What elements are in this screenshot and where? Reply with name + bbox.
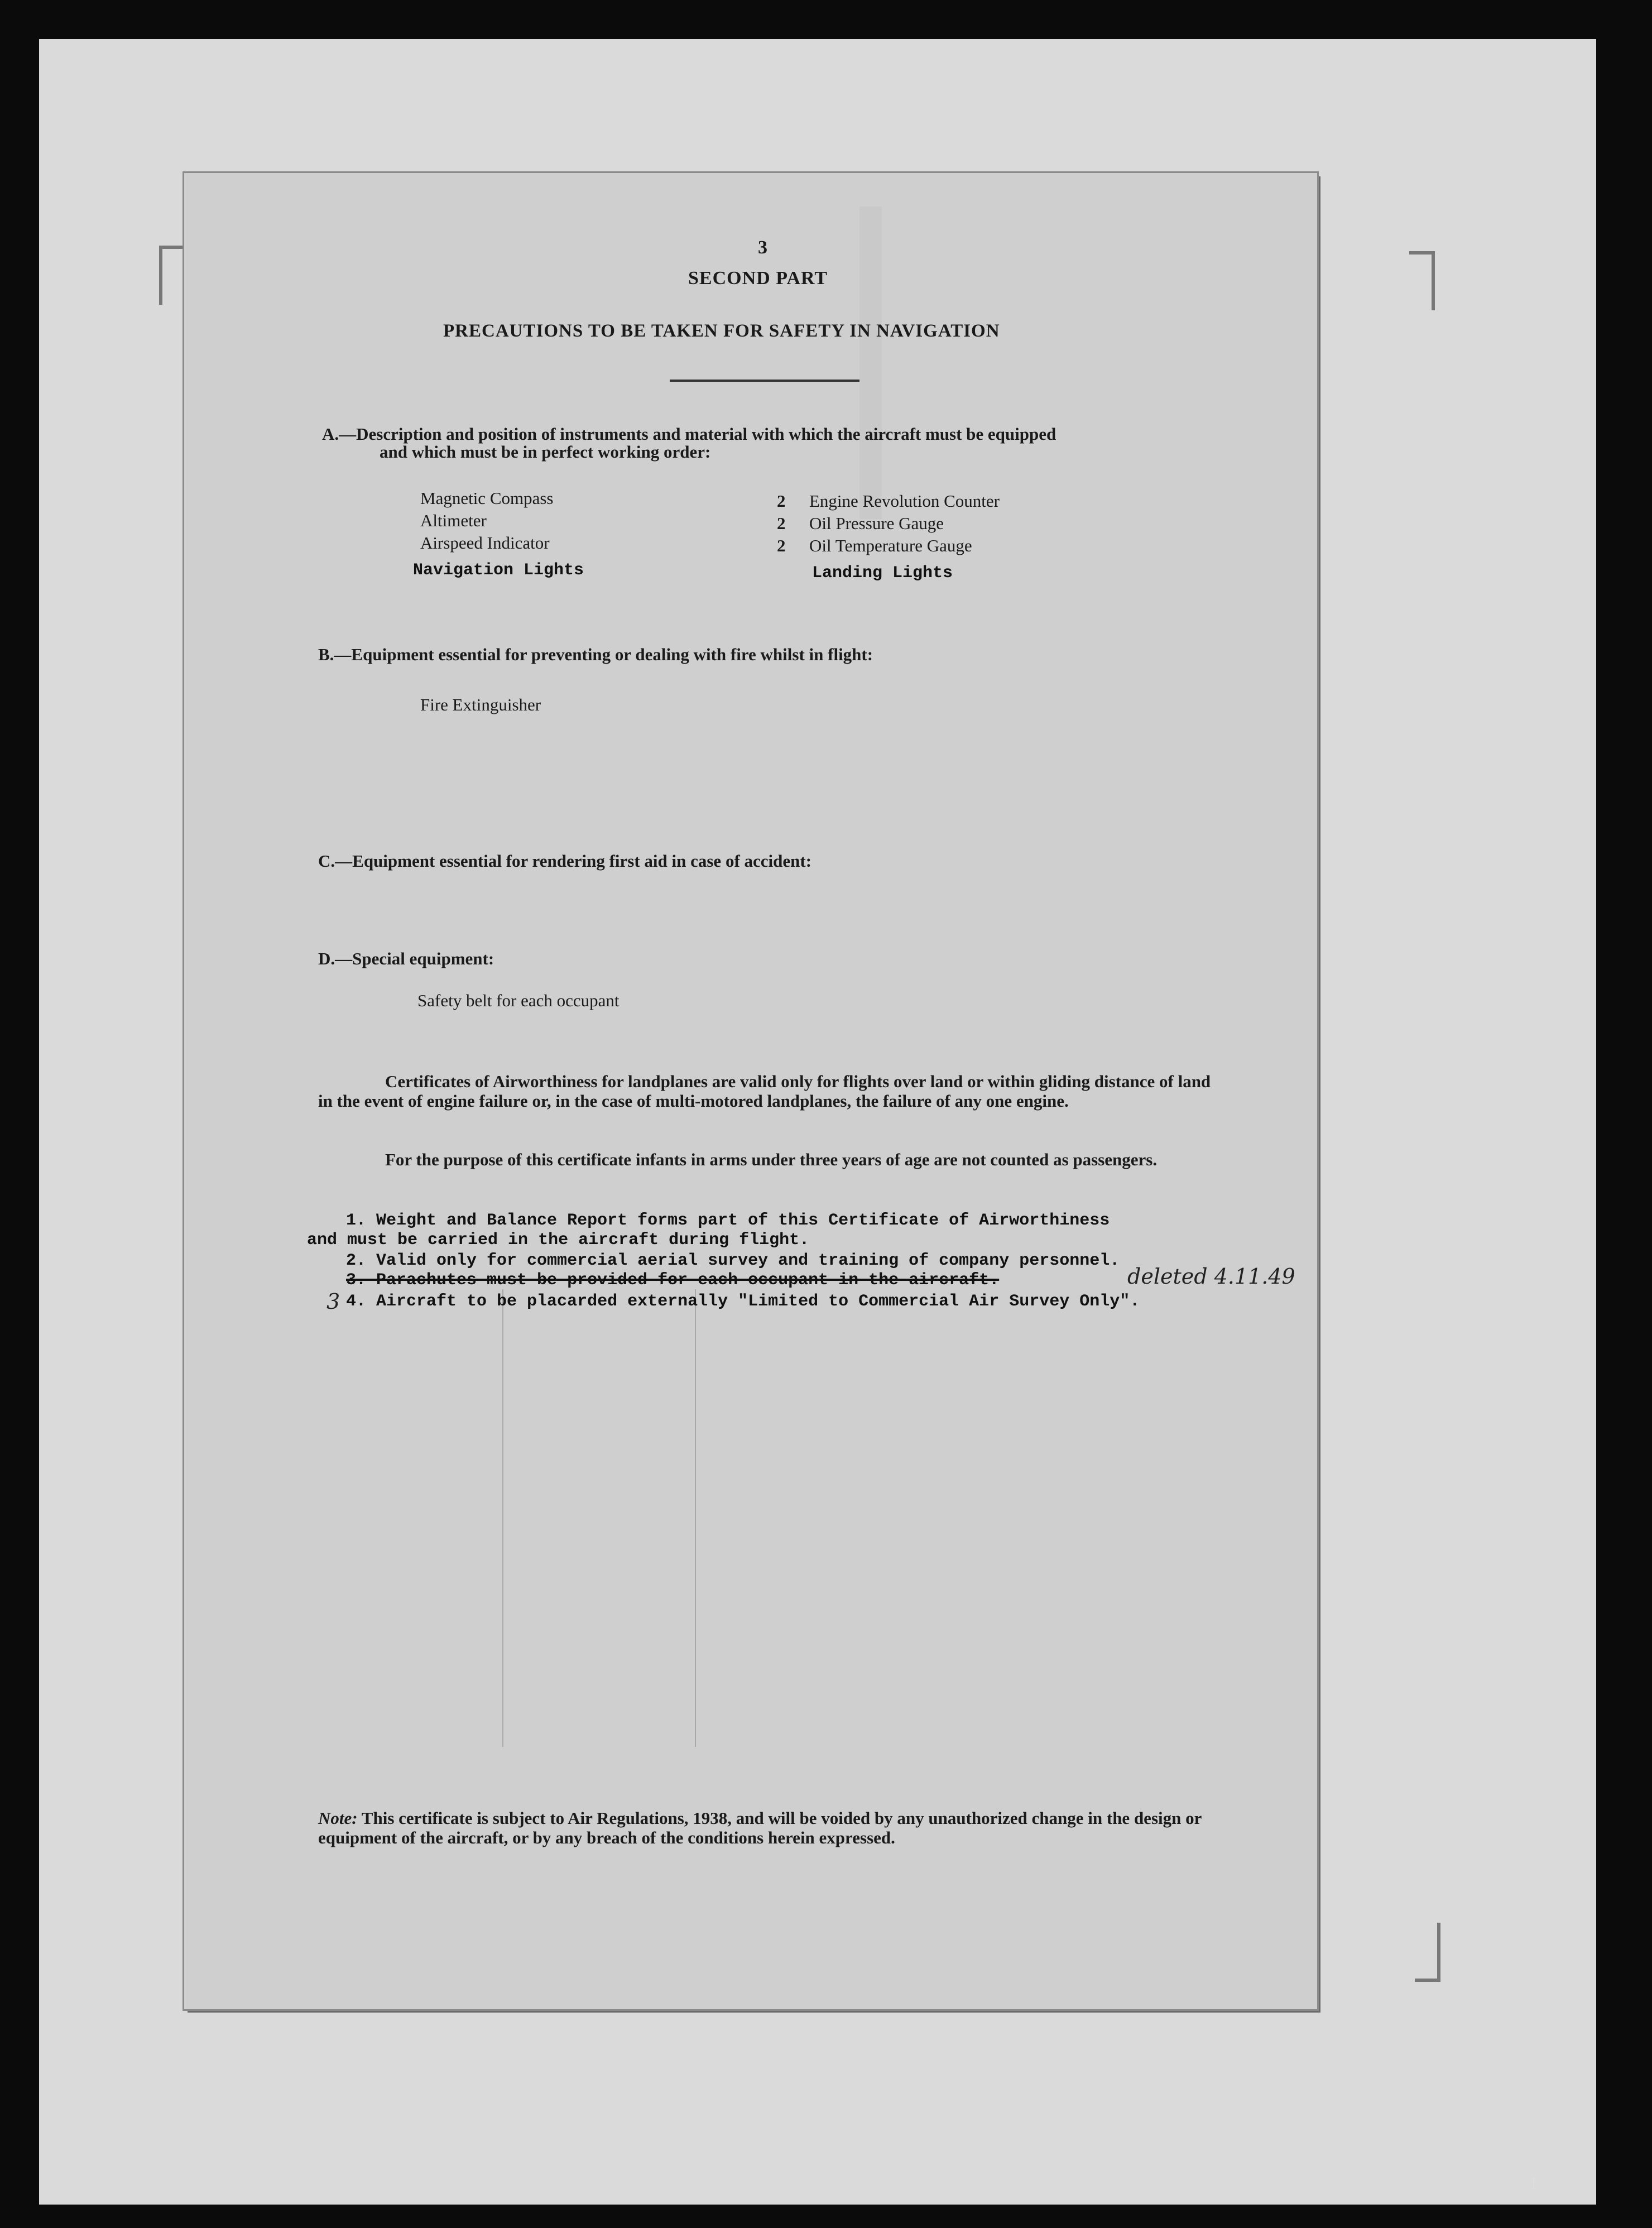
instrument-right-1: Engine Revolution Counter (809, 491, 1000, 511)
instrument-right-1-qty: 2 (777, 491, 786, 511)
bleed-through-rule-right (695, 1289, 696, 1747)
crop-mark-bottom-right (1415, 1923, 1440, 1982)
instrument-left-1: Magnetic Compass (420, 488, 554, 508)
condition-2: 2. Valid only for commercial aerial survey and training of company personnel. (346, 1251, 1120, 1270)
infants-paragraph (318, 1150, 1228, 1169)
instrument-right-2: Oil Pressure Gauge (809, 513, 944, 533)
typed-landing-lights: Landing Lights (812, 564, 953, 583)
safety-belt-item: Safety belt for each occupant (417, 991, 620, 1010)
page-number: 3 (758, 237, 767, 258)
crop-mark-top-right (1409, 251, 1435, 310)
section-c-label: C.—Equipment essential for rendering first aid in case of accident: (318, 851, 812, 871)
condition-1-line1: 1. Weight and Balance Report forms part of this Certificate of Airworthiness (346, 1211, 1110, 1230)
handwritten-renumber: 3 (326, 1289, 340, 1314)
condition-1-line2: and must be carried in the aircraft during flight. (307, 1231, 810, 1250)
section-a-label-line2: and which must be in perfect working order: (380, 442, 711, 462)
title-underline (670, 380, 859, 382)
instrument-left-2: Altimeter (420, 511, 487, 530)
page-title: PRECAUTIONS TO BE TAKEN FOR SAFETY IN NAVIGATION (443, 321, 1000, 341)
section-d-label: D.—Special equipment: (318, 949, 494, 968)
part-title: SECOND PART (688, 268, 828, 289)
condition-3-struck: 3. Parachutes must be provided for each occupant in the aircraft. (346, 1271, 1000, 1290)
landplanes-paragraph (318, 1072, 1228, 1111)
note-paragraph (318, 1808, 1222, 1847)
fire-extinguisher-item: Fire Extinguisher (420, 695, 541, 714)
certificate-page (184, 173, 1317, 2009)
bleed-through-shadow (859, 207, 882, 519)
note-text: This certificate is subject to Air Regulations, 1938, and will be voided by any unauthorized change in the design or equipment of the aircraft, or by any breach of the conditions herein expressed. (318, 1808, 1202, 1847)
instrument-right-3: Oil Temperature Gauge (809, 536, 972, 555)
typed-navigation-lights: Navigation Lights (413, 561, 584, 580)
crop-mark-top-left (159, 246, 185, 305)
section-b-label: B.—Equipment essential for preventing or dealing with fire whilst in flight: (318, 645, 873, 664)
handwritten-deletion-note: deleted 4.11.49 (1127, 1264, 1295, 1289)
bleed-through-rule-left (502, 1289, 503, 1747)
condition-4: 4. Aircraft to be placarded externally "Limited to Commercial Air Survey Only". (346, 1292, 1140, 1311)
note-label: Note: (318, 1808, 358, 1828)
infants-text: For the purpose of this certificate infants in arms under three years of age are not counted as passengers. (385, 1150, 1158, 1169)
landplanes-text: Certificates of Airworthiness for landplanes are valid only for flights over land or within gliding distance of land in the event of engine failure or, in the case of multi-motored landplanes, the failure of any one engine. (318, 1072, 1211, 1111)
instrument-right-3-qty: 2 (777, 536, 786, 555)
footer-mark: 1 (1529, 2174, 1538, 2192)
instrument-right-2-qty: 2 (777, 513, 786, 533)
section-a-label-line1: A.—Description and position of instruments and material with which the aircraft must be equipped (322, 424, 1056, 444)
instrument-left-3: Airspeed Indicator (420, 533, 550, 553)
